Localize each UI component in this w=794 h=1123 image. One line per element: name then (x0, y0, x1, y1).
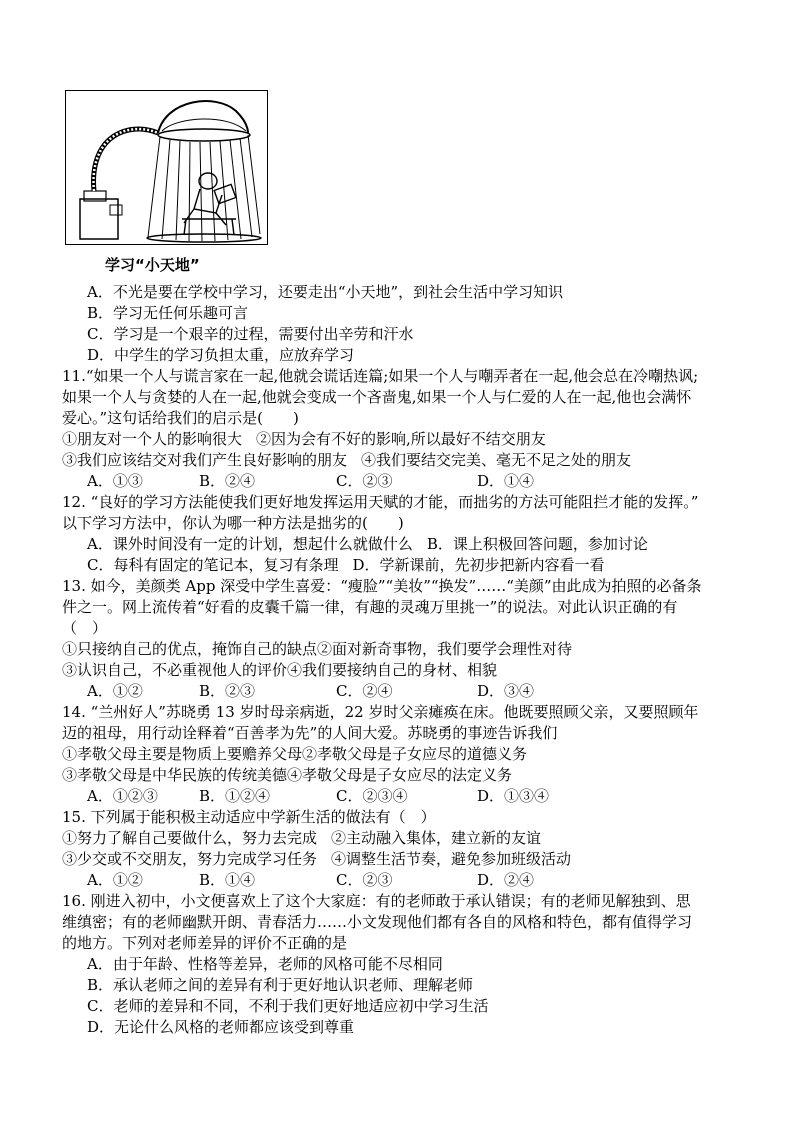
q12-option-d[interactable]: D．学新课前，先初步把新内容看一看 (352, 556, 605, 574)
q16-option-d[interactable]: D．无论什么风格的老师都应该受到尊重 (87, 1018, 355, 1036)
q11-statements-row (62, 429, 772, 450)
q15-statement-4: ④调整生活节奏，避免参加班级活动 (331, 850, 572, 868)
q15-statements-row (62, 828, 772, 849)
q12-stem-line: 以下学习方法中，你认为哪一种方法是拙劣的( ) (62, 514, 404, 532)
birdcage-lamp-illustration (66, 91, 266, 243)
q14-statements-line: ①孝敬父母主要是物质上要赡养父母②孝敬父母是子女应尽的道德义务 (62, 745, 528, 763)
q11-statement-4: ④我们要结交完美、毫无不足之处的朋友 (361, 451, 632, 469)
q11-option-b[interactable]: B．②④ (199, 472, 256, 490)
question-content (62, 282, 772, 1038)
q10-option-b[interactable]: B．学习无任何乐趣可言 (87, 304, 249, 322)
q16-option-c[interactable]: C．老师的差异和不同，不利于我们更好地适应初中学习生活 (87, 997, 489, 1015)
q15-statement-1: ①努力了解自己要做什么，努力去完成 (62, 829, 318, 847)
q15-statement-3: ③少交或不交朋友，努力完成学习任务 (62, 850, 318, 868)
q13-stem-line: 13. 如今，美颜类 App 深受中学生喜爱：“瘦脸”“美妆”“换发”……“美颜”由此成为拍照的必备条 (62, 577, 702, 595)
q16-stem-line: 的地方。下列对老师差异的评价不正确的是 (62, 934, 348, 952)
q11-option-c[interactable]: C．②③ (336, 472, 393, 490)
figure-caption: 学习“小天地” (105, 256, 200, 274)
q14-statements-line: ③孝敬父母是中华民族的传统美德④孝敬父母是子女应尽的法定义务 (62, 766, 513, 784)
q13-options-row (62, 681, 772, 702)
q16-option-a[interactable]: A．由于年龄、性格等差异，老师的风格可能不尽相同 (87, 955, 443, 973)
q13-option-d[interactable]: D．③④ (477, 682, 535, 700)
q12-option-a[interactable]: A．课外时间没有一定的计划，想起什么就做什么 (87, 535, 413, 553)
q13-statements-line: ①只接纳自己的优点，掩饰自己的缺点②面对新奇事物，我们要学会理性对待 (62, 640, 573, 658)
q11-statement-3: ③我们应该结交对我们产生良好影响的朋友 (62, 451, 348, 469)
q11-option-d[interactable]: D．①④ (477, 472, 535, 490)
q16-stem-line: 16. 刚进入初中，小文便喜欢上了这个大家庭：有的老师敢于承认错误；有的老师见解独到、思 (62, 892, 691, 910)
q14-option-a[interactable]: A．①②③ (87, 787, 158, 805)
q13-option-c[interactable]: C．②④ (336, 682, 393, 700)
q11-stem-line: 如果一个人与贪婪的人在一起,他就会变成一个吝啬鬼,如果一个人与仁爱的人在一起,他也会满怀 (62, 388, 692, 406)
q16-stem-line: 维缜密；有的老师幽默开朗、青春活力……小文发现他们都有各自的风格和特色，都有值得学习 (62, 913, 693, 931)
q11-statement-2: ②因为会有不好的影响,所以最好不结交朋友 (256, 430, 546, 448)
q15-statements-row (62, 849, 772, 870)
q15-option-a[interactable]: A．①② (87, 871, 143, 889)
q14-stem-line: 迈的祖母，用行动诠释着“百善孝为先”的人间大爱。苏晓勇的事迹告诉我们 (62, 724, 558, 742)
q12-options-row (62, 534, 772, 555)
q11-option-a[interactable]: A．①③ (87, 472, 143, 490)
q11-statements-row (62, 450, 772, 471)
q15-option-d[interactable]: D．②④ (477, 871, 535, 889)
q12-options-row (62, 555, 772, 576)
q15-stem-line: 15. 下列属于能积极主动适应中学新生活的做法有（ ） (62, 808, 436, 826)
q11-stem-line: 11.“如果一个人与谎言家在一起,他就会谎话连篇;如果一个人与嘲弄者在一起,他会总在冷嘲热讽; (62, 367, 699, 385)
q13-statements-line: ③认识自己，不必重视他人的评价④我们要接纳自己的身材、相貌 (62, 661, 498, 679)
q12-option-b[interactable]: B．课上积极回答问题，参加讨论 (426, 535, 648, 553)
q15-statement-2: ②主动融入集体，建立新的友谊 (331, 829, 542, 847)
q12-option-c[interactable]: C．每科有固定的笔记本，复习有条理 (87, 556, 339, 574)
q10-option-c[interactable]: C．学习是一个艰辛的过程，需要付出辛劳和汗水 (87, 325, 414, 343)
q13-option-b[interactable]: B．②③ (199, 682, 256, 700)
q15-option-c[interactable]: C．②③ (336, 871, 393, 889)
q10-option-a[interactable]: A．不光是要在学校中学习，还要走出“小天地”，到社会生活中学习知识 (87, 283, 564, 301)
q10-option-d[interactable]: D．中学生的学习负担太重，应放弃学习 (87, 346, 355, 364)
q13-stem-line: （ ） (62, 619, 108, 637)
q15-options-row (62, 870, 772, 891)
q14-option-b[interactable]: B．①②④ (199, 787, 271, 805)
q14-option-d[interactable]: D．①③④ (477, 787, 550, 805)
q16-option-b[interactable]: B．承认老师之间的差异有利于更好地认识老师、理解老师 (87, 976, 474, 994)
q14-stem-line: 14. “兰州好人”苏晓勇 13 岁时母亲病逝，22 岁时父亲瘫痪在床。他既要照顾父亲，又要照顾年 (62, 703, 699, 721)
q12-stem-line: 12. “良好的学习方法能使我们更好地发挥运用天赋的才能，而拙劣的方法可能阻拦才能的发挥。” (62, 493, 699, 511)
q14-options-row (62, 786, 772, 807)
q14-option-c[interactable]: C．②③④ (336, 787, 408, 805)
q11-stem-line: 爱心。”这句话给我们的启示是( ) (62, 409, 299, 427)
q13-option-a[interactable]: A．①② (87, 682, 143, 700)
q11-options-row (62, 471, 772, 492)
q11-statement-1: ①朋友对一个人的影响很大 (62, 430, 243, 448)
q13-stem-line: 件之一。网上流传着“好看的皮囊千篇一律，有趣的灵魂万里挑一”的说法。对此认识正确的有 (62, 598, 678, 616)
q15-option-b[interactable]: B．①④ (199, 871, 256, 889)
cartoon-figure (65, 90, 268, 245)
